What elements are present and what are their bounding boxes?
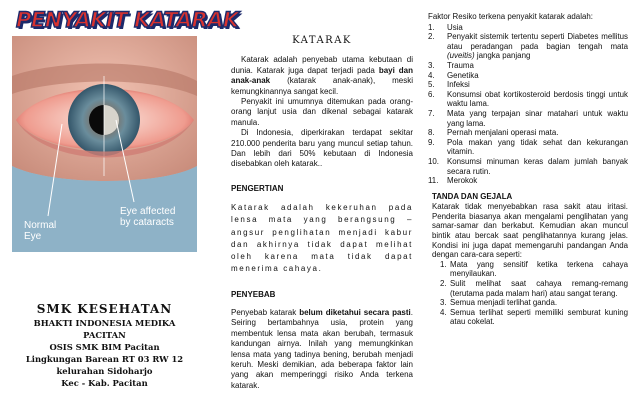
eye-illustration [12,36,197,252]
school-osis: OSIS SMK BIM Pacitan [49,342,160,352]
risk-heading: Faktor Resiko terkena penyakit katarak adalah: [428,12,593,21]
school-info [12,302,197,389]
intro-paragraph: Katarak adalah penyebab utama kebutaan di dunia. Katarak juga dapat terjadi pada bayi dan anak-anak (katarak anak-anak), meski kemungkinannya sangat kecil. [231,55,414,96]
caption-normal-eye: Normal Eye [24,220,57,242]
cover-panel [0,0,239,418]
school-kecamatan: Kec - Kab. Pacitan [61,378,148,388]
caption-affected-eye: Eye affected by cataracts [120,206,176,228]
pengertian-heading: PENGERTIAN [231,183,284,193]
pengertian-text: Katarak adalah kekeruhan pada lensa mata yang berangsung – angsur penglihatan menjadi kabur dan akhirnya tidak dapat melihat oleh karena mata tidak dapat menerima cahaya. [231,203,413,274]
info-panel [221,0,419,418]
symptom-list [432,260,628,327]
panel-title: KATARAK [292,35,352,46]
list-item: 2. Penyakit sistemik tertentu seperti Diabetes mellitus atau peradangan pada bagian tengah mata (uveitis) jangka panjang [428,32,628,61]
list-item: 4. Genetika [428,70,479,80]
list-item: 7. Mata yang terpajan sinar matahari untuk waktu yang lama. [428,108,628,128]
list-item: 10. Konsumsi minuman keras dalam jumlah banyak secara rutin. [428,156,628,176]
list-item: 4. Semua terlihat seperti memiliki semburat kuning atau cokelat. [440,307,628,327]
school-kelurahan: kelurahan Sidoharjo [56,366,153,376]
list-item: 3. Trauma [428,60,474,70]
list-item: 2. Sulit melihat saat cahaya remang-remang (terutama pada malam hari) atau sangat terang. [440,279,628,298]
list-item: 9. Pola makan yang tidak sehat dan kekurangan vitamin. [428,137,628,157]
penyebab-heading: PENYEBAB [231,289,276,299]
penyebab-text: Penyebab katarak belum diketahui secara pasti. Seiring bertambahnya usia, protein yang membentuk lensa mata akan berubah, termasuk kandungan airnya. Inilah yang memungkinkan lensa mata yang tadinya bening, berubah menjadi keruh. Meski demikian, ada beberapa faktor lain yang akan memperinggi risiko Anda terkena katarak. [231,307,413,390]
symptoms-heading: TANDA DAN GEJALA [432,191,513,201]
statistics-paragraph: Di Indonesia, diperkirakan terdapat sekitar 210.000 penderita baru yang muncul setiap tahun. Dan lebih dari 50% kebutaan di Indonesia disebabkan oleh katarak.. [231,128,413,169]
symptoms-intro: Katarak tidak menyebabkan rasa sakit atau iritasi. Penderita biasanya akan mengalami penglihatan yang samar-samar dan berkabut. Kemudian akan muncul bintik atau bercak saat penglihatannya kurang jelas. Kondisi ini juga dapat memengaruhi pandangan Anda dengan cara-cara seperti: [432,202,628,260]
list-item: 11. Merokok [428,176,478,186]
list-item: 1. Mata yang sensitif ketika terkena cahaya menyilaukan. [440,259,628,279]
school-address: Lingkungan Barean RT 03 RW 12 [25,354,184,364]
risk-list [428,23,628,186]
list-item: 8. Pernah menjalani operasi mata. [428,128,559,138]
school-foundation: BHAKTI INDONESIA MEDIKA PACITAN [33,318,176,340]
risk-panel [428,0,634,418]
school-name: SMK KESEHATAN [36,302,173,316]
elderly-paragraph: Penyakit ini umumnya ditemukan pada orang-orang lanjut usia dan dikenal sebagai katarak manula. [231,97,413,127]
symptoms-section [428,192,628,327]
list-item: 5. Infeksi [428,80,470,90]
cover-title: PENYAKIT KATARAK [16,8,239,32]
list-item: 3. Semua menjadi terlihat ganda. [440,298,558,308]
list-item: 6. Konsumsi obat kortikosteroid berdosis tinggi untuk waktu lama. [428,89,628,109]
list-item: 1. Usia [428,22,463,32]
